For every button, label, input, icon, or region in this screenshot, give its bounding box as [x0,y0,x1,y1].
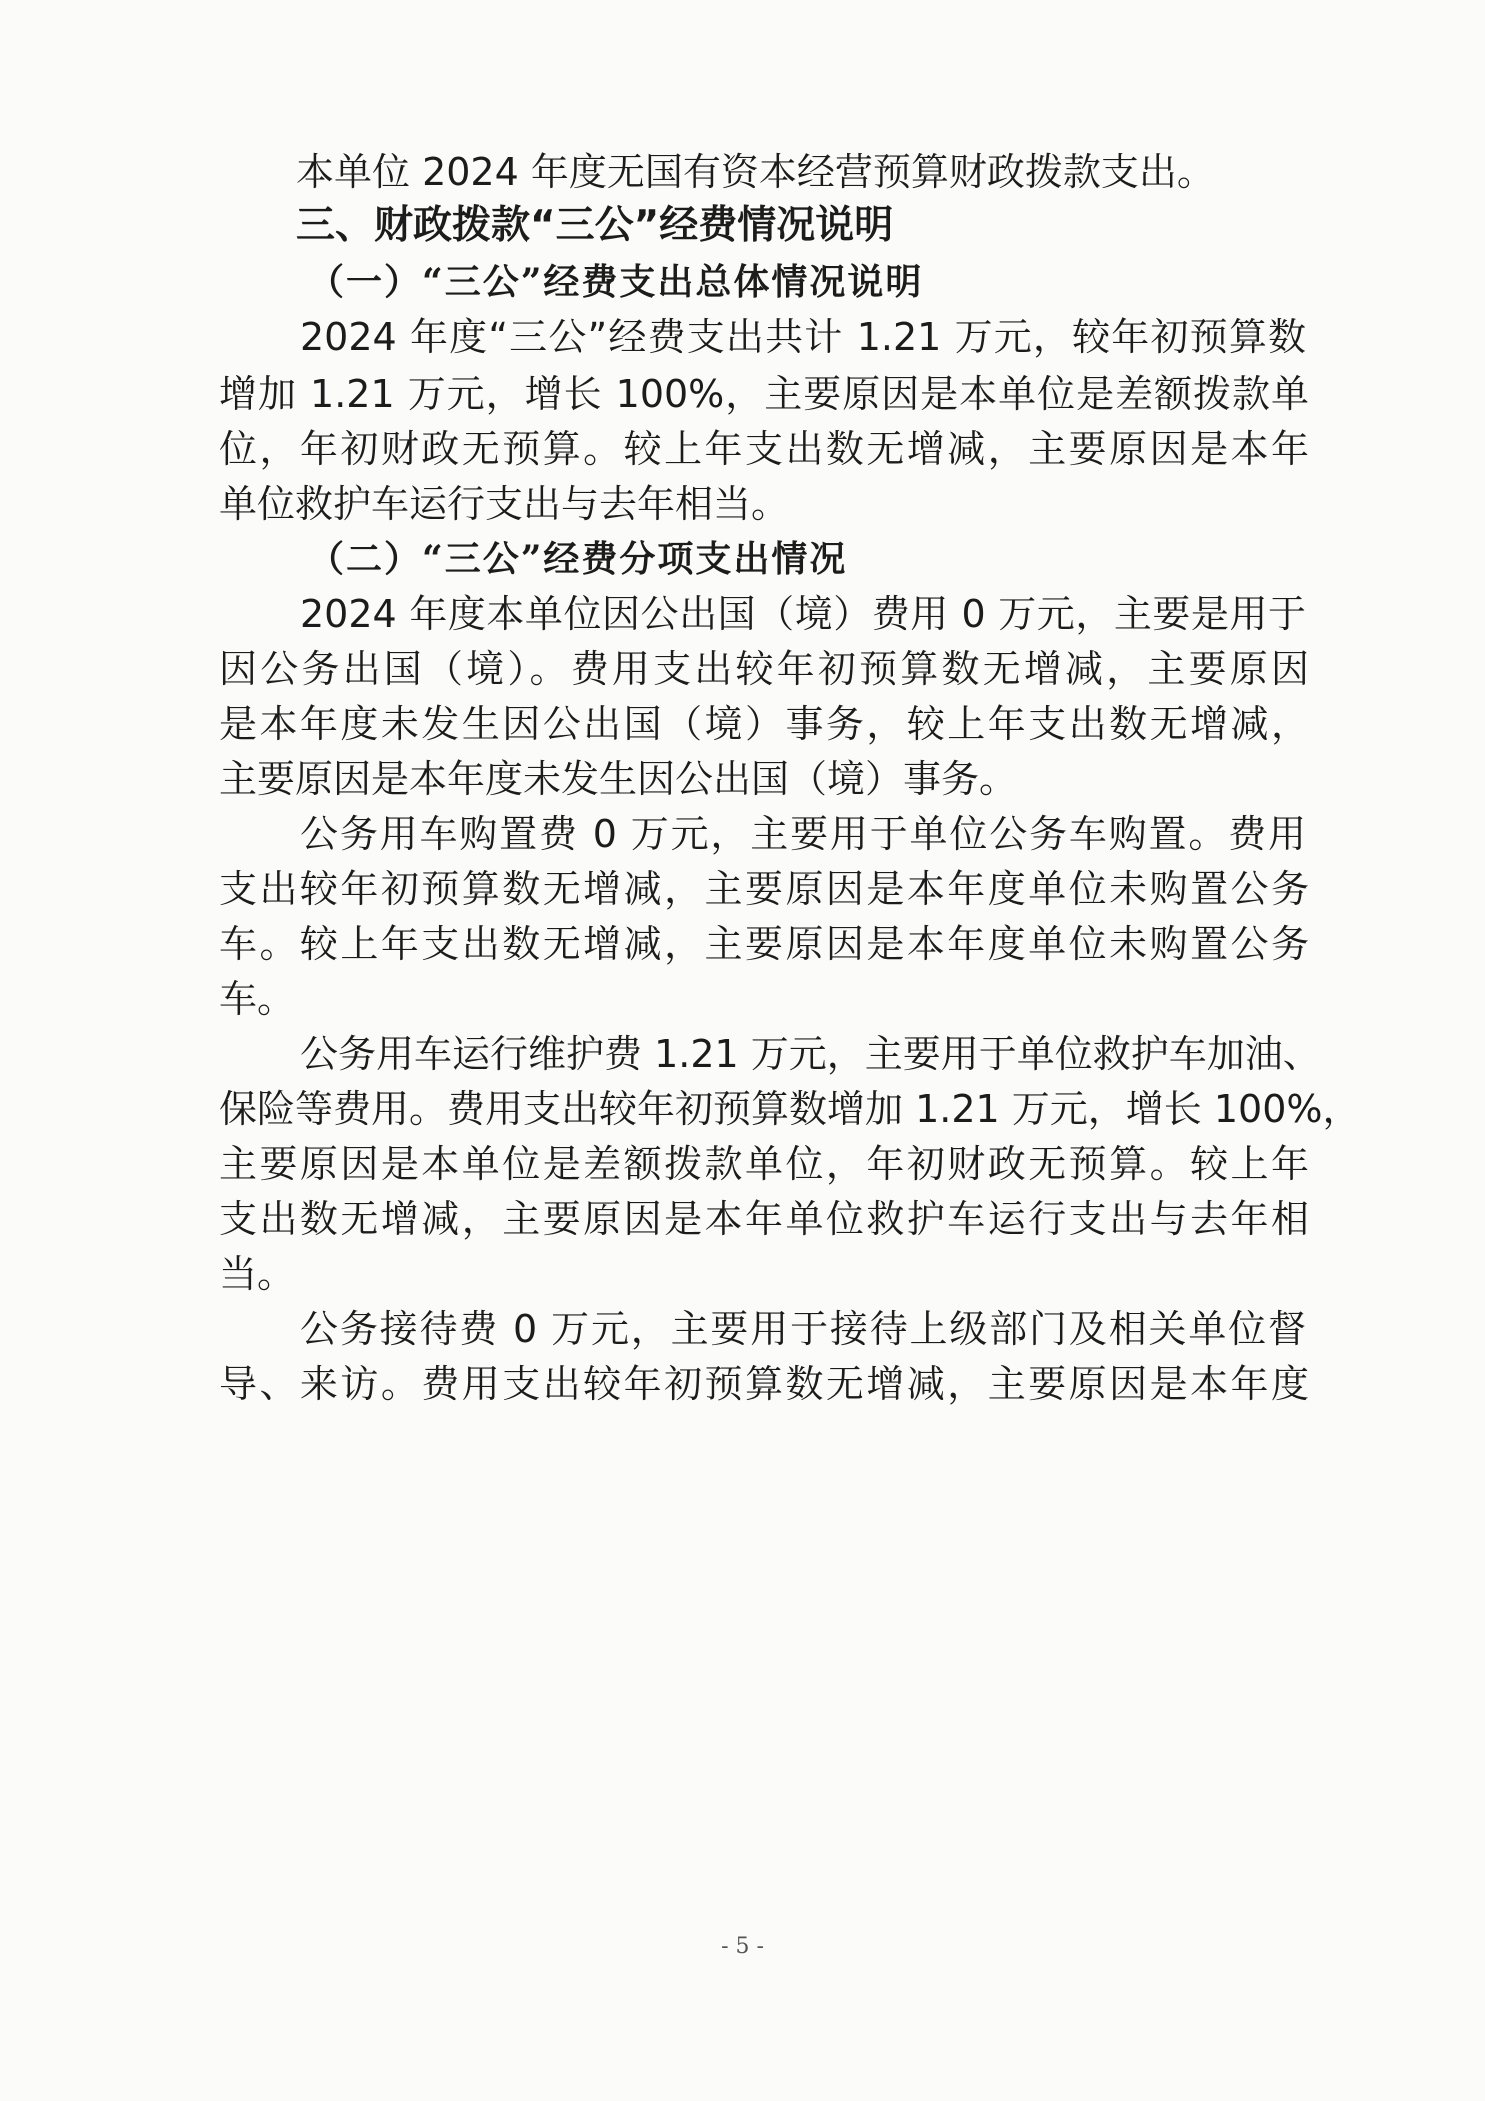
text-line: 本单位 2024 年度无国有资本经营预算财政拨款支出。 [296,150,1215,194]
text-line: 是本年度未发生因公出国（境）事务，较上年支出数无增减， [219,702,1309,746]
text-line: 位，年初财政无预算。较上年支出数无增减，主要原因是本年 [219,427,1309,471]
text-line: 当。 [219,1252,296,1296]
subsection-heading: （二）“三公”经费分项支出情况 [308,538,848,580]
text-line: 车。较上年支出数无增减，主要原因是本年度单位未购置公务 [219,922,1309,966]
text-line: 支出数无增减，主要原因是本年单位救护车运行支出与去年相 [219,1197,1309,1241]
section-heading: 三、财政拨款“三公”经费情况说明 [296,203,894,248]
text-line: 增加 1.21 万元，增长 100%，主要原因是本单位是差额拨款单 [219,372,1309,416]
page-number: - 5 - [721,1934,764,1959]
text-line: 支出较年初预算数无增减，主要原因是本年度单位未购置公务 [219,867,1309,911]
text-line: 2024 年度“三公”经费支出共计 1.21 万元，较年初预算数 [300,315,1306,359]
text-line: 保险等费用。费用支出较年初预算数增加 1.21 万元，增长 100%， [219,1087,1361,1131]
text-line: 单位救护车运行支出与去年相当。 [219,482,790,526]
text-line: 公务接待费 0 万元，主要用于接待上级部门及相关单位督 [300,1307,1306,1351]
text-line: 因公务出国（境）。费用支出较年初预算数无增减，主要原因 [219,647,1309,691]
text-line: 主要原因是本年度未发生因公出国（境）事务。 [219,757,1018,801]
text-line: 公务用车运行维护费 1.21 万元，主要用于单位救护车加油、 [300,1032,1321,1076]
text-line: 2024 年度本单位因公出国（境）费用 0 万元，主要是用于 [300,592,1306,636]
subsection-heading: （一）“三公”经费支出总体情况说明 [308,261,924,303]
text-line: 公务用车购置费 0 万元，主要用于单位公务车购置。费用 [300,812,1306,856]
text-line: 车。 [219,977,296,1021]
text-line: 主要原因是本单位是差额拨款单位，年初财政无预算。较上年 [219,1142,1309,1186]
text-line: 导、来访。费用支出较年初预算数无增减，主要原因是本年度 [219,1362,1309,1406]
